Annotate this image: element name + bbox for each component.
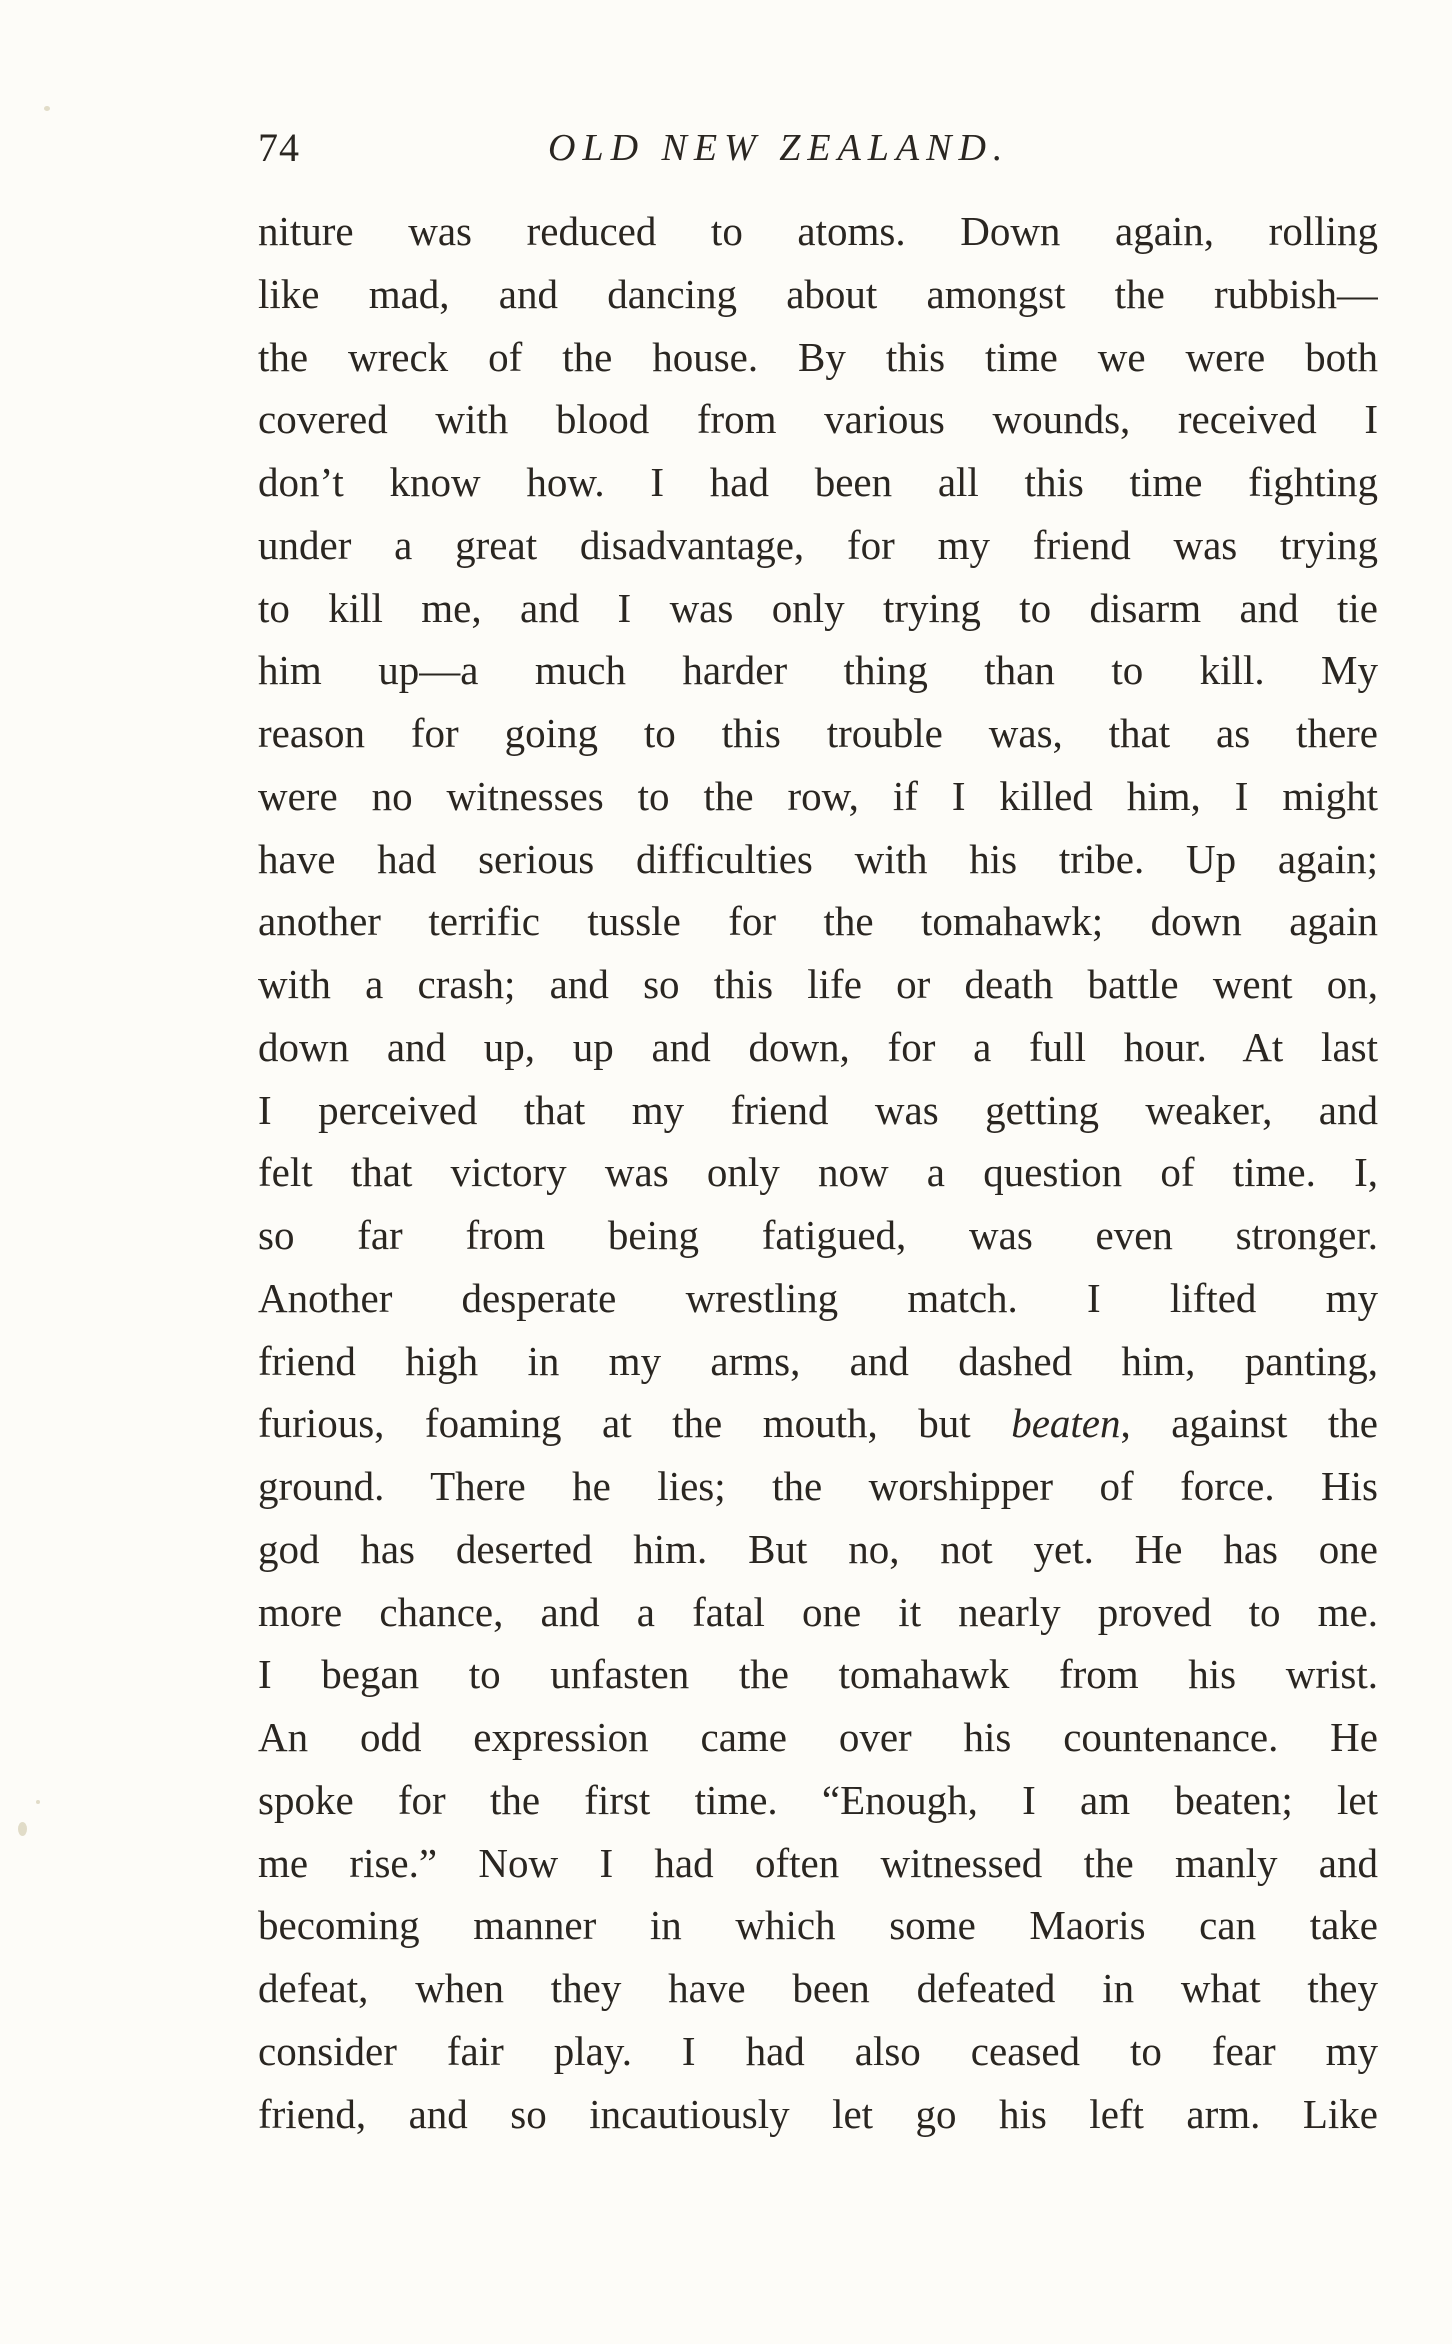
text-line: like mad, and dancing about amongst the rubbish—: [258, 270, 1378, 317]
running-head: [258, 118, 1378, 178]
text-line: consider fair play. I had also ceased to fear my: [258, 2027, 1378, 2074]
text-line: have had serious difficulties with his tribe. Up again;: [258, 835, 1378, 882]
text-line: I perceived that my friend was getting weaker, and: [258, 1086, 1378, 1133]
text-line: to kill me, and I was only trying to disarm and tie: [258, 584, 1378, 631]
text-line: covered with blood from various wounds, received I: [258, 396, 1378, 443]
text-line: defeat, when they have been defeated in what they: [258, 1965, 1378, 2011]
text-line: the wreck of the house. By this time we were both: [258, 333, 1378, 380]
text-line: were no witnesses to the row, if I killed him, I might: [258, 772, 1378, 819]
text-line: more chance, and a fatal one it nearly proved to me.: [258, 1588, 1378, 1635]
text-run: furious, foaming at the mouth, but: [258, 1400, 1012, 1447]
text-run: , against the: [1120, 1400, 1378, 1447]
text-line-with-emphasis: [258, 1392, 1378, 1455]
text-line: under a great disadvantage, for my friend was trying: [258, 521, 1378, 568]
text-line: so far from being fatigued, was even stronger.: [258, 1212, 1378, 1258]
text-line: me rise.” Now I had often witnessed the manly and: [258, 1839, 1378, 1886]
text-line: reason for going to this trouble was, that as there: [258, 710, 1378, 756]
text-line: friend high in my arms, and dashed him, panting,: [258, 1337, 1378, 1384]
text-line: friend, and so incautiously let go his left arm. Like: [258, 2090, 1378, 2137]
text-line: down and up, up and down, for a full hour. At last: [258, 1023, 1378, 1070]
text-line: niture was reduced to atoms. Down again, rolling: [258, 208, 1378, 254]
text-line: another terrific tussle for the tomahawk; down again: [258, 898, 1378, 945]
text-line: becoming manner in which some Maoris can take: [258, 1902, 1378, 1949]
text-line: with a crash; and so this life or death battle went on,: [258, 961, 1378, 1007]
emphasized-word: beaten: [1011, 1400, 1121, 1447]
text-line: felt that victory was only now a question of time. I,: [258, 1149, 1378, 1196]
body-text: [258, 200, 1378, 2145]
paper-speck-top: [44, 106, 50, 111]
paper-speck-left-small: [36, 1800, 40, 1804]
text-line: Another desperate wrestling match. I lifted my: [258, 1274, 1378, 1321]
paper-speck-left: [18, 1822, 27, 1836]
running-title: OLD NEW ZEALAND.: [548, 127, 1010, 169]
page-number: 74: [258, 125, 300, 170]
text-line: don’t know how. I had been all this time fighting: [258, 459, 1378, 505]
text-line: An odd expression came over his countenance. He: [258, 1714, 1378, 1760]
text-line: him up—a much harder thing than to kill. My: [258, 647, 1378, 694]
text-line: I began to unfasten the tomahawk from his wrist.: [258, 1651, 1378, 1698]
text-line: ground. There he lies; the worshipper of force. His: [258, 1463, 1378, 1509]
text-line: spoke for the first time. “Enough, I am beaten; let: [258, 1776, 1378, 1823]
text-line: god has deserted him. But no, not yet. He has one: [258, 1525, 1378, 1572]
